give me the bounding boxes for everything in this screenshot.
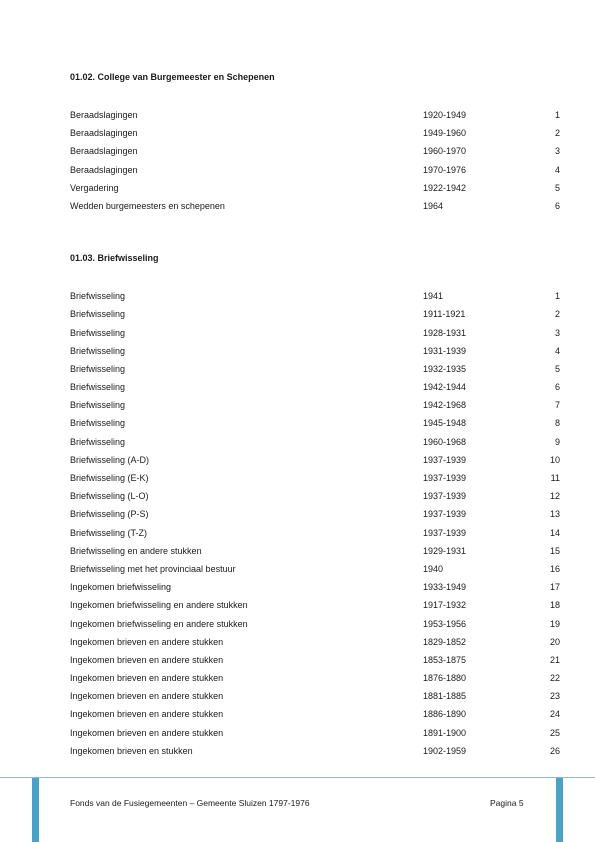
entry-number: 6 [554, 200, 560, 211]
entry-row [70, 669, 560, 687]
entry-description: Beraadslagingen [70, 146, 138, 157]
entry-period: 1937-1939 [423, 491, 467, 502]
entry-description: Vergadering [70, 182, 119, 193]
entry-description: Briefwisseling [70, 400, 126, 411]
entry-row [70, 651, 560, 669]
entry-row [70, 106, 560, 124]
entry-number: 13 [549, 509, 560, 520]
entry-number: 25 [549, 727, 560, 738]
entry-number: 3 [554, 327, 560, 338]
entry-description: Ingekomen brieven en stukken [70, 745, 193, 756]
entry-period: 1945-1948 [423, 418, 467, 429]
entry-period: 1853-1875 [423, 654, 467, 665]
entry-description: Wedden burgemeesters en schepenen [70, 200, 225, 211]
entry-number: 21 [549, 654, 560, 665]
entry-period: 1940 [423, 563, 444, 574]
entry-list [70, 106, 560, 215]
entry-description: Briefwisseling [70, 418, 126, 429]
entry-number: 19 [549, 618, 560, 629]
footer-title: Fonds van de Fusiegemeenten – Gemeente Sluizen 1797-1976 [70, 798, 310, 808]
section-title: 01.03. Briefwisseling [70, 253, 159, 264]
entry-row [70, 633, 560, 651]
entry-description: Briefwisseling [70, 291, 126, 302]
entry-row [70, 342, 560, 360]
entry-description: Beraadslagingen [70, 110, 138, 120]
entry-period: 1937-1939 [423, 509, 467, 520]
entry-row [70, 142, 560, 160]
entry-row [70, 578, 560, 596]
entry-row [70, 179, 560, 197]
entry-description: Ingekomen briefwisseling en andere stukken [70, 618, 248, 629]
entry-number: 14 [549, 527, 560, 538]
entry-number: 3 [554, 146, 560, 157]
entry-description: Ingekomen brieven en andere stukken [70, 673, 224, 684]
entry-description: Briefwisseling [70, 436, 126, 447]
entry-period: 1953-1956 [423, 618, 467, 629]
entry-period: 1933-1949 [423, 582, 467, 593]
entry-number: 12 [549, 491, 560, 502]
entry-row [70, 724, 560, 742]
entry-description: Briefwisseling [70, 345, 126, 356]
entry-number: 8 [554, 418, 560, 429]
entry-period: 1902-1959 [423, 745, 467, 756]
entry-row [70, 542, 560, 560]
entry-number: 20 [549, 636, 560, 647]
entry-row [70, 469, 560, 487]
entry-period: 1932-1935 [423, 363, 467, 374]
entry-number: 4 [554, 164, 560, 175]
entry-description: Ingekomen brieven en andere stukken [70, 727, 224, 738]
entry-description: Briefwisseling [70, 309, 126, 320]
entry-number: 26 [549, 745, 560, 756]
entry-number: 5 [554, 363, 560, 374]
entry-period: 1937-1939 [423, 473, 467, 483]
entry-period: 1929-1931 [423, 545, 467, 556]
entry-description: Briefwisseling [70, 327, 126, 338]
entry-row [70, 414, 560, 432]
page-number: Pagina 5 [490, 798, 524, 808]
entry-number: 17 [549, 582, 560, 593]
entry-description: Ingekomen brieven en andere stukken [70, 709, 224, 720]
entry-row [70, 378, 560, 396]
entry-number: 4 [554, 345, 560, 356]
entry-period: 1886-1890 [423, 709, 467, 720]
entry-number: 5 [554, 182, 560, 193]
entry-row [70, 615, 560, 633]
entry-number: 22 [549, 673, 560, 684]
entry-period: 1891-1900 [423, 727, 467, 738]
entry-description: Ingekomen brieven en andere stukken [70, 636, 224, 647]
entry-row [70, 197, 560, 215]
entry-row [70, 451, 560, 469]
entry-period: 1922-1942 [423, 182, 467, 193]
footer-accent-bar-left [32, 778, 39, 842]
entry-description: Briefwisseling met het provinciaal bestuur [70, 563, 236, 574]
entry-number: 18 [549, 600, 560, 611]
entry-number: 10 [549, 454, 560, 465]
entry-number: 16 [549, 563, 560, 574]
entry-description: Briefwisseling (A-D) [70, 454, 150, 465]
entry-row [70, 524, 560, 542]
entry-row [70, 505, 560, 523]
entry-number: 11 [550, 473, 560, 483]
entry-period: 1920-1949 [423, 110, 467, 120]
entry-description: Briefwisseling (P-S) [70, 509, 149, 520]
entry-description: Briefwisseling (E-K) [70, 473, 149, 483]
entry-row [70, 396, 560, 414]
footer-divider [0, 777, 595, 778]
entry-period: 1941 [423, 291, 444, 302]
entry-row [70, 161, 560, 179]
entry-description: Briefwisseling [70, 363, 126, 374]
entry-period: 1931-1939 [423, 345, 467, 356]
section-briefwisseling [70, 251, 560, 760]
entry-row [70, 305, 560, 323]
entry-number: 2 [554, 309, 560, 320]
entry-description: Beraadslagingen [70, 164, 138, 175]
entry-row [70, 487, 560, 505]
entry-row [70, 742, 560, 760]
entry-number: 6 [554, 382, 560, 393]
entry-list [70, 287, 560, 760]
entry-period: 1937-1939 [423, 454, 467, 465]
entry-period: 1960-1970 [423, 146, 467, 157]
entry-number: 15 [549, 545, 560, 556]
entry-period: 1942-1968 [423, 400, 467, 411]
entry-description: Beraadslagingen [70, 128, 138, 139]
entry-period: 1911-1921 [423, 309, 466, 320]
entry-number: 24 [549, 709, 560, 720]
entry-description: Ingekomen brieven en andere stukken [70, 691, 224, 702]
entry-row [70, 287, 560, 305]
entry-period: 1949-1960 [423, 128, 467, 139]
entry-period: 1829-1852 [423, 636, 467, 647]
entry-description: Briefwisseling en andere stukken [70, 545, 202, 556]
entry-row [70, 687, 560, 705]
entry-description: Briefwisseling [70, 382, 126, 393]
entry-description: Briefwisseling (T-Z) [70, 527, 148, 538]
entry-period: 1917-1932 [423, 600, 467, 611]
entry-description: Ingekomen briefwisseling [70, 582, 172, 593]
section-title: 01.02. College van Burgemeester en Schepenen [70, 72, 275, 82]
entry-period: 1881-1885 [423, 691, 467, 702]
entry-number: 9 [554, 436, 560, 447]
entry-row [70, 324, 560, 342]
entry-number: 7 [554, 400, 560, 411]
section-college [70, 70, 560, 215]
entry-period: 1964 [423, 200, 444, 211]
entry-number: 23 [549, 691, 560, 702]
entry-row [70, 433, 560, 451]
footer-accent-bar-right [556, 778, 563, 842]
entry-description: Ingekomen brieven en andere stukken [70, 654, 224, 665]
entry-description: Briefwisseling (L-O) [70, 491, 149, 502]
entry-period: 1928-1931 [423, 327, 467, 338]
entry-period: 1942-1944 [423, 382, 467, 393]
page-content [70, 70, 560, 760]
entry-number: 1 [554, 110, 560, 120]
entry-period: 1876-1880 [423, 673, 467, 684]
entry-number: 1 [554, 291, 560, 302]
entry-row [70, 560, 560, 578]
entry-number: 2 [554, 128, 560, 139]
entry-period: 1937-1939 [423, 527, 467, 538]
entry-period: 1960-1968 [423, 436, 467, 447]
entry-row [70, 705, 560, 723]
entry-description: Ingekomen briefwisseling en andere stukken [70, 600, 248, 611]
entry-row [70, 596, 560, 614]
entry-row [70, 360, 560, 378]
entry-period: 1970-1976 [423, 164, 467, 175]
entry-row [70, 124, 560, 142]
